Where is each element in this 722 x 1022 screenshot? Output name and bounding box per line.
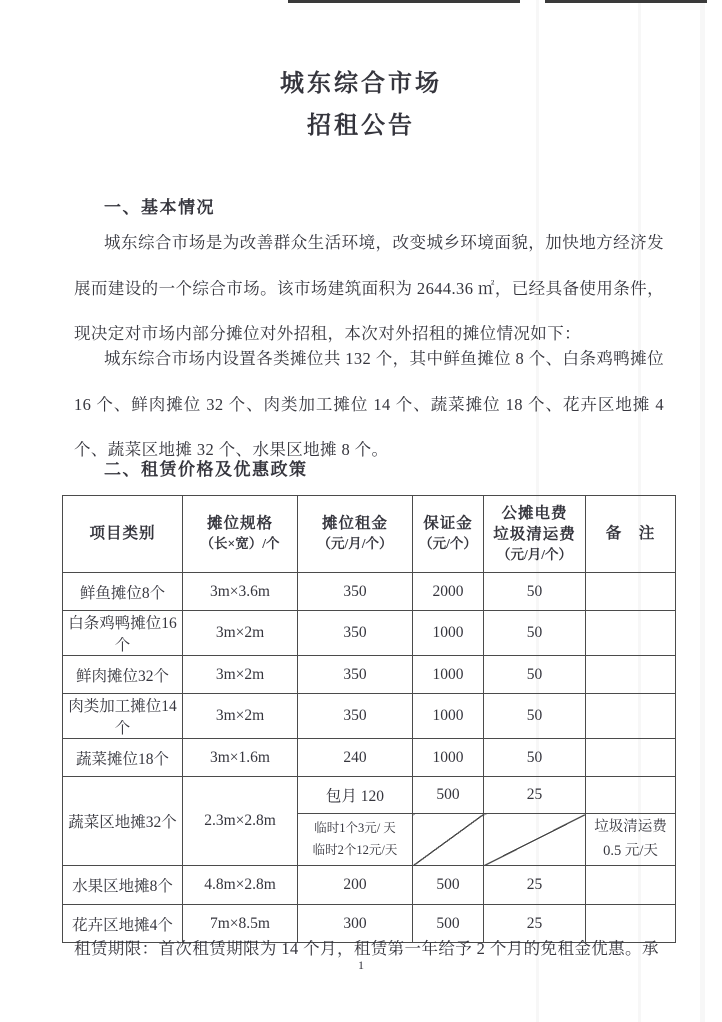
cell-fee: 25 — [484, 777, 586, 814]
cell-spec: 3m×2m — [183, 611, 298, 656]
cell-fee-not-applicable-diagonal — [484, 814, 586, 866]
cell-category: 蔬菜摊位18个 — [63, 739, 183, 777]
section2-heading: 二、租赁价格及优惠政策 — [104, 460, 308, 479]
document-title-line2: 招租公告 — [307, 113, 415, 139]
cell-note — [586, 739, 676, 777]
cell-rent: 300 — [298, 905, 413, 943]
section1-heading: 一、基本情况 — [104, 198, 215, 217]
cell-note — [586, 573, 676, 611]
header-spec-line1: 摊位规格 — [206, 515, 273, 533]
cell-category: 鲜鱼摊位8个 — [63, 573, 183, 611]
cell-deposit: 1000 — [413, 694, 484, 739]
section1-paragraph1: 城东综合市场是为改善群众生活环境，改变城乡环境面貌，加快地方经济发展而建设的一个综合市场。该市场建筑面积为 2644.36 ㎡，已经具备使用条件，现决定对市场内部分摊位对外招租，本次对外招租的摊位情况如下： — [74, 233, 664, 343]
header-category — [63, 496, 183, 573]
temporary-rent-line1: 临时1个3元/ 天 — [314, 821, 396, 836]
cell-deposit-not-applicable-diagonal — [413, 814, 484, 866]
header-shared-fee-line3: （元/月/个） — [496, 546, 572, 562]
header-shared-fee — [484, 496, 586, 573]
cell-deposit: 500 — [413, 866, 484, 905]
cell-fee: 25 — [484, 866, 586, 905]
cell-note — [586, 866, 676, 905]
header-deposit-line2: （元/个） — [419, 536, 477, 552]
table-row-vegetable-ground-monthly — [63, 777, 676, 814]
cell-note — [586, 694, 676, 739]
cell-spec: 3m×3.6m — [183, 573, 298, 611]
cell-spec: 3m×2m — [183, 656, 298, 694]
rent-price-table — [62, 495, 676, 943]
table-row-chicken-duck — [63, 611, 676, 656]
cell-deposit: 2000 — [413, 573, 484, 611]
header-remarks — [586, 496, 676, 573]
cell-spec: 2.3m×2.8m — [183, 777, 298, 866]
scan-artifact-top-line-right — [545, 0, 707, 3]
header-rent-line1: 摊位租金 — [321, 515, 388, 533]
scan-artifact-top-line-left — [288, 0, 520, 3]
header-remarks-label: 备 注 — [605, 524, 656, 542]
table-row-fruit-ground — [63, 866, 676, 905]
cell-fee: 50 — [484, 611, 586, 656]
cell-note — [586, 777, 676, 814]
cell-category: 水果区地摊8个 — [63, 866, 183, 905]
page-number: 1 — [358, 958, 364, 972]
cell-rent: 350 — [298, 611, 413, 656]
cell-category: 花卉区地摊4个 — [63, 905, 183, 943]
cell-deposit: 500 — [413, 905, 484, 943]
table-row-flower-ground — [63, 905, 676, 943]
cell-note — [586, 611, 676, 656]
cell-deposit: 1000 — [413, 739, 484, 777]
garbage-fee-line1: 垃圾清运费 — [594, 819, 667, 836]
header-rent — [298, 496, 413, 573]
cell-spec: 4.8m×2.8m — [183, 866, 298, 905]
table-row-fresh-meat — [63, 656, 676, 694]
cell-fee: 25 — [484, 905, 586, 943]
section1-paragraph2: 城东综合市场内设置各类摊位共 132 个，其中鲜鱼摊位 8 个、白条鸡鸭摊位 16 个、鲜肉摊位 32 个、肉类加工摊位 14 个、蔬菜摊位 18 个、花卉区地摊 4 个、蔬菜区地摊 32 个、水果区地摊 8 个。 — [74, 349, 664, 459]
cell-fee: 50 — [484, 739, 586, 777]
cell-rent: 350 — [298, 656, 413, 694]
cell-note — [586, 905, 676, 943]
document-title-line1: 城东综合市场 — [280, 71, 442, 97]
cell-category: 蔬菜区地摊32个 — [63, 777, 183, 866]
cell-rent: 200 — [298, 866, 413, 905]
cell-note — [586, 656, 676, 694]
cell-deposit: 1000 — [413, 656, 484, 694]
header-deposit-line1: 保证金 — [423, 515, 473, 533]
cell-fee: 50 — [484, 694, 586, 739]
header-deposit — [413, 496, 484, 573]
header-shared-fee-line1: 公摊电费 — [501, 504, 568, 522]
cell-spec: 7m×8.5m — [183, 905, 298, 943]
cell-rent: 350 — [298, 694, 413, 739]
table-row-vegetable-stall — [63, 739, 676, 777]
cell-fee: 50 — [484, 656, 586, 694]
cell-category: 肉类加工摊位14个 — [63, 694, 183, 739]
cell-spec: 3m×2m — [183, 694, 298, 739]
scan-artifact-vertical-band-3 — [700, 0, 705, 1022]
header-spec-line2: （长×宽）/个 — [200, 536, 280, 552]
cell-deposit: 500 — [413, 777, 484, 814]
garbage-fee-line2: 0.5 元/天 — [603, 842, 658, 859]
cell-note-garbage-fee — [586, 814, 676, 866]
header-rent-line2: （元/月/个） — [317, 536, 393, 552]
cell-category: 白条鸡鸭摊位16个 — [63, 611, 183, 656]
cell-fee: 50 — [484, 573, 586, 611]
cell-rent-monthly: 包月 120 — [298, 777, 413, 814]
table-row-fresh-fish — [63, 573, 676, 611]
cell-rent-temporary — [298, 814, 413, 866]
lease-term-paragraph: 租赁期限：首次租赁期限为 14 个月，租赁第一年给予 2 个月的免租金优惠。承 — [74, 939, 659, 958]
cell-rent: 350 — [298, 573, 413, 611]
table-row-meat-processing — [63, 694, 676, 739]
cell-rent: 240 — [298, 739, 413, 777]
header-category-label: 项目类别 — [89, 524, 156, 542]
header-shared-fee-line2: 垃圾清运费 — [493, 525, 576, 543]
cell-category: 鲜肉摊位32个 — [63, 656, 183, 694]
temporary-rent-line2: 临时2个12元/天 — [312, 842, 398, 857]
table-header-row — [63, 496, 676, 573]
cell-spec: 3m×1.6m — [183, 739, 298, 777]
cell-deposit: 1000 — [413, 611, 484, 656]
header-spec — [183, 496, 298, 573]
